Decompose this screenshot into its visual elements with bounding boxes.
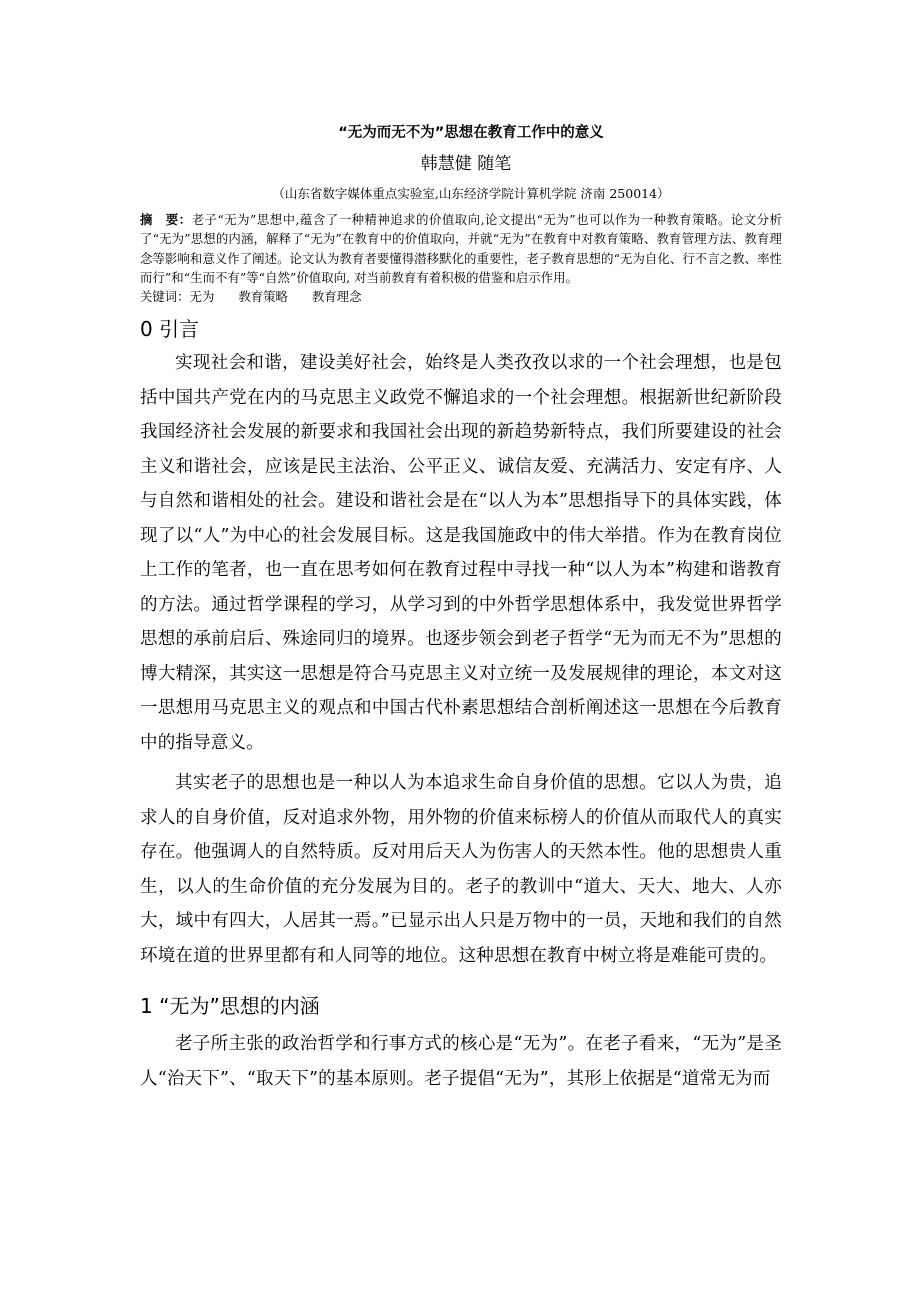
abstract-label: 摘 要： (140, 212, 192, 227)
body-paragraph: 实现社会和谐，建设美好社会，始终是人类孜孜以求的一个社会理想，也是包括中国共产党在内的马克思主义政党不懈追求的一个社会理想。根据新世纪新阶段我国经济社会发展的新要求和我国社会出现的新趋势新特点，我们所要建设的社会主义和谐社会，应该是民主法治、公平正义、诚信友爱、充满活力、安定有序、人与自然和谐相处的社会。建设和谐社会是在“以人为本”思想指导下的具体实践，体现了以“人”为中心的社会发展目标。这是我国施政中的伟大举措。作为在教育岗位上工作的笔者，也一直在思考如何在教育过程中寻找一种“以人为本”构建和谐教育的方法。通过哲学课程的学习，从学习到的中外哲学思想体系中，我发觉世界哲学思想的承前启后、殊途同归的境界。也逐步领会到老子哲学“无为而无不为”思想的博大精深，其实这一思想是符合马克思主义对立统一及发展规律的理论，本文对这一思想用马克思主义的观点和中国古代朴素思想结合剖析阐述这一思想在今后教育中的指导意义。 (140, 353, 782, 753)
body-paragraph: 老子所主张的政治哲学和行事方式的核心是“无为”。在老子看来，“无为”是圣人“治天下”、“取天下”的基本原则。老子提倡“无为”，其形上依据是“道常无为而 (140, 1034, 782, 1089)
body-paragraph: 其实老子的思想也是一种以人为本追求生命自身价值的思想。它以人为贵，追求人的自身价值，反对追求外物，用外物的价值来标榜人的价值从而取代人的真实存在。他强调人的自然特质。反对用后天人为伤害人的天然本性。他的思想贵人重生，以人的生命价值的充分发展为目的。老子的教训中“道大、天大、地大、人亦大，域中有四大，人居其一焉。”已显示出人只是万物中的一员，天地和我们的自然环境在道的世界里都有和人同等的地位。这种思想在教育中树立将是难能可贵的。 (140, 773, 782, 966)
keyword-1: 无为 (189, 289, 215, 305)
section-heading-wuwei-meaning: 1 “无为”思想的内涵 (140, 994, 320, 1019)
affiliation-line: （山东省数字媒体重点实验室,山东经济学院计算机学院 济南 250014） (272, 186, 670, 201)
keywords-label: 关键词： (140, 289, 190, 305)
keyword-3: 教育理念 (311, 289, 362, 305)
section-heading-introduction: 0 引言 (140, 317, 200, 342)
paper-title: “无为而无不为”思想在教育工作中的意义 (338, 125, 604, 141)
paper-page (140, 118, 782, 1096)
keywords (140, 287, 782, 306)
abstract-text: 老子“无为”思想中,蕴含了一种精神追求的价值取向,论文提出“无为”也可以作为一种教育策略。论文分析了“无为”思想的内涵，解释了“无为”在教育中的价值取向，并就“无为”在教育中对教育策略、教育管理方法、教育理念等影响和意义作了阐述。论文认为教育者要懂得潜移默化的重要性，老子教育思想的“无为自化、行不言之教、率性而行”和“生而不有”等“自然”价值取向, 对当前教育有着积极的借鉴和启示作用。 (140, 212, 782, 285)
keyword-2: 教育策略 (238, 289, 288, 305)
abstract (140, 210, 782, 287)
author-line: 韩慧健 随笔 (420, 154, 512, 174)
